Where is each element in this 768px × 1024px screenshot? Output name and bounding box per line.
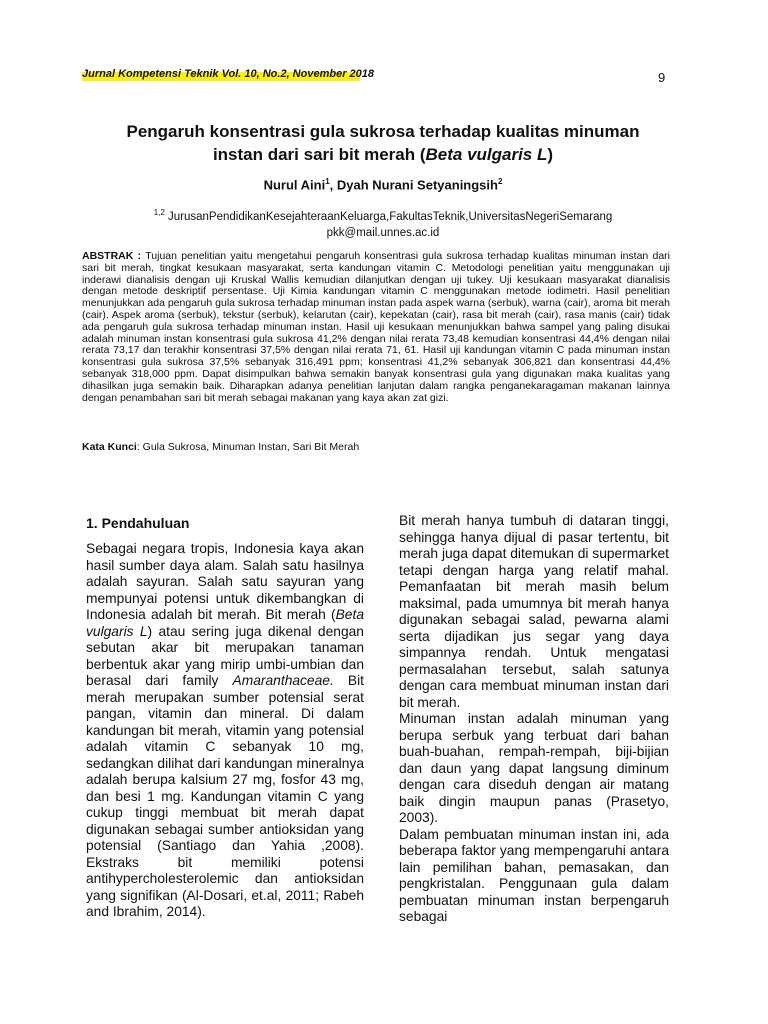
affiliation — [82, 205, 684, 241]
title-line-2 — [82, 143, 684, 166]
keywords — [82, 441, 670, 453]
journal-header: Jurnal Kompetensi Teknik Vol. 10, No.2, November 2018 — [82, 68, 375, 80]
right-column — [399, 513, 669, 926]
page-number: 9 — [658, 70, 666, 85]
abstract-text: Tujuan penelitian yaitu mengetahui pengaruh konsentrasi gula sukrosa terhadap kualitas minuman instan dari sari bit merah, tingkat kesukaan masyarakat, serta kandungan vitamin C. Metodologi penelitian yaitu menggunakan uji inderawi dianalisis dengan uji Kruskal Wallis kemudian dilanjutkan dengan uji tukey. Uji kesukaan masyarakat dianalisis dengan metode deskriptif persentase. Uji Kimia kandungan vitamin C menggunakan metode iodimetri. Hasil penelitian menunjukkan ada pengaruh gula sukrosa terhadap minuman instan pada aspek warna (serbuk), warna (cair), aroma bit merah (cair). Aspek aroma (serbuk), tekstur (serbuk), kelarutan (cair), kepekatan (cair), rasa bit merah (cair), rasa manis (cair) tidak ada pengaruh gula sukrosa terhadap minuman instan. Hasil uji kesukaan menunjukkan bahwa sampel yang paling disukai adalah minuman instan konsentrasi gula sukrosa 41,2% dengan nilai rerata 73,48 kemudian konsentrasi 44,4% dengan nilai rerata 73,17 dan terakhir konsentrasi 37,5% dengan nilai rerata 71, 61. Hasil uji kandungan vitamin C pada minuman instan konsentrasi gula sukrosa 37,5% sebanyak 316,491 ppm; konsentrasi 41,2% sebanyak 306,821 dan konsentrasi 44,4% sebanyak 318,000 ppm. Dapat disimpulkan bahwa semakin banyak konsentrasi gula yang digunakan maka kualitas yang dihasilkan juga semakin baik. Diharapkan adanya penelitian lanjutan dalam rangka penganekaragaman makanan lainnya dengan penambahan sari bit merah sebagai makanan yang kaya akan zat gizi. — [82, 250, 670, 404]
author-2: Dyah Nurani Setyaningsih — [336, 177, 498, 193]
left-p1-family: Amaranthaceae. — [232, 673, 334, 688]
title-species: Beta vulgaris L — [425, 145, 548, 164]
title-line-2-suffix: ) — [547, 145, 554, 164]
affiliation-text: JurusanPendidikanKesejahteraanKeluarga,FakultasTeknik,UniversitasNegeriSemarang — [164, 210, 613, 223]
right-paragraph-2: Minuman instan adalah minuman yang berupa serbuk yang terbuat dari bahan buah-buahan, rempah-rempah, biji-bijian dan daun yang dapat langsung diminum dengan cara diseduh dengan air matang baik dingin maupun panas (Prasetyo, 2003). — [399, 711, 669, 825]
keywords-label: Kata Kunci — [82, 441, 137, 453]
keywords-text: : Gula Sukrosa, Minuman Instan, Sari Bit Merah — [136, 441, 360, 453]
affiliation-sup: 1,2 — [153, 208, 165, 217]
left-column — [86, 541, 364, 921]
abstract — [82, 251, 670, 404]
authors — [82, 177, 684, 192]
left-p1-text-b: ) atau sering juga dikenal dengan sebutan akar bit merupakan tanaman berbentuk akar yang mirip umbi-umbian dan berasal dari family — [86, 623, 364, 688]
author-2-sup: 2 — [497, 177, 503, 186]
author-1-sup: 1 — [325, 177, 330, 186]
title-line-2-prefix: instan dari sari bit merah ( — [212, 145, 426, 164]
left-paragraph-1 — [86, 541, 364, 921]
affiliation-line — [82, 205, 684, 225]
author-separator: , — [329, 177, 337, 193]
left-p1-text-a: Sebagai negara tropis, Indonesia kaya akan hasil sumber daya alam. Salah satu hasilnya adalah sayuran. Salah satu sayuran yang mempunyai potensi untuk dikembangkan di Indonesia adalah bit merah. Bit merah ( — [86, 541, 364, 622]
paper-title — [82, 120, 684, 166]
author-1: Nurul Aini — [263, 177, 326, 193]
title-line-1: Pengaruh konsentrasi gula sukrosa terhadap kualitas minuman — [126, 122, 640, 141]
affiliation-email: pkk@mail.unnes.ac.id — [326, 226, 440, 239]
left-p1-text-c: Bit merah merupakan sumber potensial serat pangan, vitamin dan mineral. Di dalam kandungan bit merah, vitamin yang potensial adalah vitamin C sebanyak 10 mg, sedangkan dilihat dari kandungan mineralnya adalah berupa kalsium 27 mg, fosfor 43 mg, dan besi 1 mg. Kandungan vitamin C yang cukup tinggi membuat bit merah dapat digunakan sebagai sumber antioksidan yang potensial (Santiago dan Yahia ,2008). Ekstraks bit memiliki potensi antihypercholesterolemic dan antioksidan yang signifikan (Al-Dosari, et.al, 2011; Rabeh and Ibrahim, 2014). — [86, 673, 364, 919]
section-heading: 1. Pendahuluan — [86, 515, 190, 531]
right-paragraph-1: Bit merah hanya tumbuh di dataran tinggi, sehingga hanya dijual di pasar tertentu, bit merah juga dapat ditemukan di supermarket tetapi dengan harga yang relatif mahal. Pemanfaatan bit merah masih belum maksimal, pada umumnya bit merah hanya digunakan sebagai salad, pewarna alami serta dijadikan jus segar yang daya simpannya rendah. Untuk mengatasi permasalahan tersebut, salah satunya dengan cara membuat minuman instan dari bit merah. — [399, 513, 669, 710]
right-paragraph-3: Dalam pembuatan minuman instan ini, ada beberapa faktor yang mempengaruhi antara lain pemilihan bahan, pemasakan, dan pengkristalan. Penggunaan gula dalam pembuatan minuman instan berpengaruh sebagai — [399, 826, 669, 924]
left-p1-species: Beta vulgaris L — [86, 607, 364, 639]
abstract-label: ABSTRAK : — [82, 250, 146, 262]
